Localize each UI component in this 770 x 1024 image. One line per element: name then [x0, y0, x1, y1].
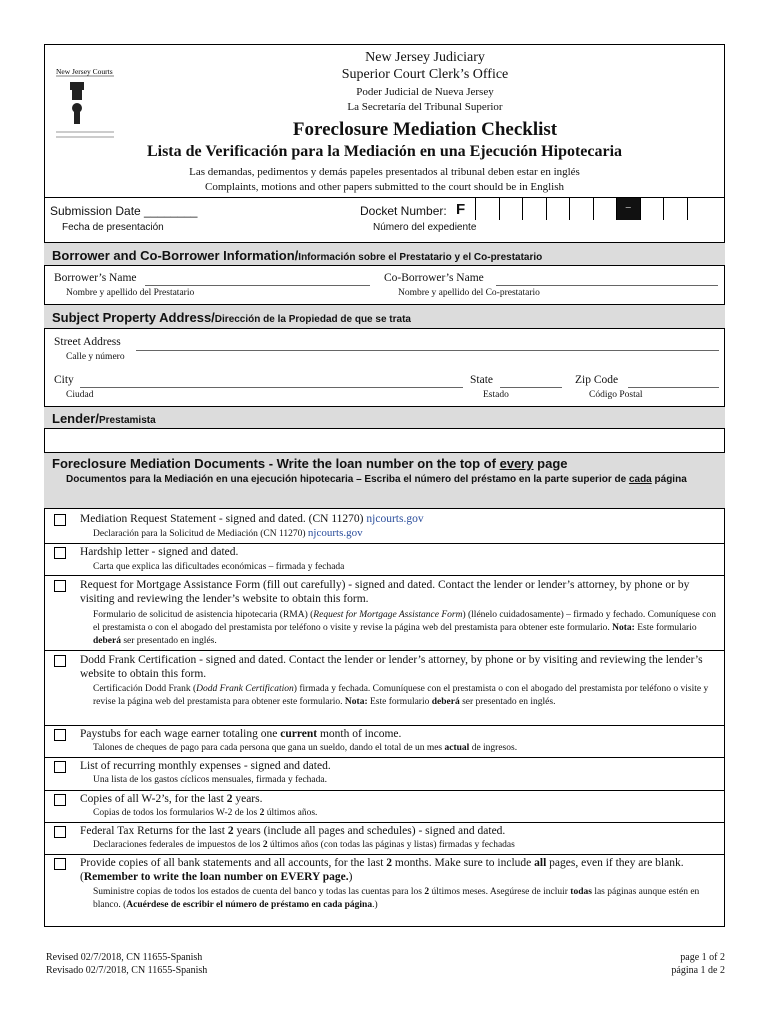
- item-w2-copies-es: Copias de todos los formularios W-2 de los 2 últimos años.: [93, 808, 318, 818]
- checkbox-hardship-letter[interactable]: [54, 547, 66, 559]
- item-rma-form-es: Formulario de solicitud de asistencia hipotecaria (RMA) (Request for Mortgage Assistance Form) (llénelo cuidadosamente) – firmado y fechado. Comuníquese con el prestamista o con el abogado del prestamista por teléfono o visite y revise la página web del prestamista para obtener este formulario. Nota: Este formulario deberá ser presentado en inglés.: [93, 610, 716, 646]
- docket-cell[interactable]: [687, 198, 711, 220]
- header-line2: Superior Court Clerk’s Office: [341, 67, 509, 82]
- checkbox-mediation-request[interactable]: [54, 514, 66, 526]
- header-line3: Poder Judicial de Nueva Jersey: [356, 86, 494, 98]
- docket-number-label-es: Número del expediente: [373, 222, 477, 233]
- item-tax-returns-es: Declaraciones federales de impuestos de los 2 últimos años (con todas las páginas y listas) firmadas y fechadas: [93, 840, 515, 850]
- docket-cell[interactable]: [663, 198, 687, 220]
- street-address-label: Street Address: [54, 336, 121, 348]
- item-rma-form: Request for Mortgage Assistance Form (fill out carefully) - signed and dated. Contact the lender or lender’s attorney, by phone or by visiting and reviewing the lender’s website to obtain this form.: [80, 579, 690, 605]
- item-dodd-frank: Dodd Frank Certification - signed and dated. Contact the lender or lender’s attorney, by phone or by visiting and reviewing the lender’s website to obtain this form.: [80, 654, 703, 680]
- lender-section-title: Lender/Prestamista: [52, 411, 156, 426]
- language-note-es: Las demandas, pedimentos y demás papeles presentados al tribunal deben estar en inglés: [189, 166, 580, 178]
- divider: [44, 650, 725, 651]
- zip-code-label-es: Código Postal: [589, 390, 643, 400]
- divider: [44, 543, 725, 544]
- item-mediation-request-es: Declaración para la Solicitud de Mediación (CN 11270) njcourts.gov: [93, 527, 363, 539]
- state-label-es: Estado: [483, 390, 509, 400]
- item-dodd-frank-es: Certificación Dodd Frank (Dodd Frank Certification) firmada y fechada. Comuníquese con el prestamista o con el abogado del prestamista por teléfono o visite y revise la página web del prestamista para obtener este formulario. Nota: Este formulario deberá ser presentado en inglés.: [93, 684, 709, 707]
- item-mediation-request: Mediation Request Statement - signed and dated. (CN 11270) njcourts.gov: [80, 513, 424, 525]
- item-paystubs: Paystubs for each wage earner totaling one current month of income.: [80, 728, 402, 740]
- borrower-name-label-es: Nombre y apellido del Prestatario: [66, 288, 195, 298]
- property-section-title: Subject Property Address/Dirección de la Propiedad de que se trata: [52, 310, 411, 325]
- checkbox-tax-returns[interactable]: [54, 826, 66, 838]
- co-borrower-name-input[interactable]: [496, 285, 718, 286]
- page-number-es: página 1 de 2: [671, 965, 725, 976]
- docket-number-label: Docket Number:: [360, 204, 447, 218]
- docket-cell[interactable]: [475, 198, 499, 220]
- checkbox-bank-statements[interactable]: [54, 858, 66, 870]
- njcourts-link-es[interactable]: njcourts.gov: [307, 527, 363, 539]
- documents-section-title-es: Documentos para la Mediación en una ejecución hipotecaria – Escriba el número del préstamo en la parte superior de cada página: [66, 474, 687, 485]
- docket-cell[interactable]: [499, 198, 523, 220]
- njcourts-link[interactable]: njcourts.gov: [366, 513, 424, 525]
- docket-cell[interactable]: [569, 198, 593, 220]
- item-hardship-letter: Hardship letter - signed and dated.: [80, 546, 239, 558]
- docket-prefix: F: [456, 201, 466, 218]
- zip-code-input[interactable]: [628, 387, 719, 388]
- language-note-en: Complaints, motions and other papers submitted to the court should be in English: [205, 181, 564, 193]
- street-address-label-es: Calle y número: [66, 352, 125, 362]
- docket-cell[interactable]: [640, 198, 664, 220]
- submission-date-label-es: Fecha de presentación: [62, 222, 164, 233]
- co-borrower-name-label: Co-Borrower’s Name: [384, 272, 484, 284]
- divider: [44, 725, 725, 726]
- city-label: City: [54, 374, 74, 386]
- item-bank-statements-es: Suministre copias de todos los estados de cuenta del banco y todas las cuentas para los 2 últimos meses. Asegúrese de incluir todas las páginas aunque estén en blanco. (Acuérdese de escribir el número de préstamo en cada página.): [93, 887, 700, 910]
- zip-code-label: Zip Code: [575, 374, 619, 386]
- docket-dash-cell: –: [616, 198, 640, 220]
- item-hardship-letter-es: Carta que explica las dificultades económicas – firmada y fechada: [93, 562, 345, 572]
- form-title-es: Lista de Verificación para la Mediación en una Ejecución Hipotecaria: [146, 143, 623, 160]
- item-w2-copies: Copies of all W-2’s, for the last 2 years.: [80, 793, 263, 805]
- header-line1: New Jersey Judiciary: [365, 50, 485, 65]
- submission-date-field[interactable]: Submission Date ________: [50, 204, 198, 218]
- checkbox-monthly-expenses[interactable]: [54, 761, 66, 773]
- revision-date-es: Revisado 02/7/2018, CN 11655-Spanish: [46, 965, 208, 976]
- borrower-name-input[interactable]: [145, 285, 370, 286]
- state-input[interactable]: [500, 387, 562, 388]
- divider: [44, 822, 725, 823]
- checkbox-rma-form[interactable]: [54, 580, 66, 592]
- form-title: Foreclosure Mediation Checklist: [292, 119, 558, 140]
- city-input[interactable]: [80, 387, 463, 388]
- item-monthly-expenses: List of recurring monthly expenses - signed and dated.: [80, 760, 331, 772]
- item-monthly-expenses-es: Una lista de los gastos cíclicos mensuales, firmada y fechada.: [93, 775, 327, 785]
- divider: [44, 757, 725, 758]
- checkbox-w2-copies[interactable]: [54, 794, 66, 806]
- borrower-section-title: Borrower and Co-Borrower Information/Información sobre el Prestatario y el Co-prestatario: [52, 248, 543, 263]
- nj-courts-logo: [54, 64, 120, 148]
- page-number: page 1 of 2: [680, 952, 725, 963]
- item-tax-returns: Federal Tax Returns for the last 2 years (include all pages and schedules) - signed and dated.: [80, 825, 506, 837]
- docket-cell[interactable]: [593, 198, 617, 220]
- checkbox-dodd-frank[interactable]: [54, 655, 66, 667]
- docket-cell[interactable]: [546, 198, 570, 220]
- item-paystubs-es: Talones de cheques de pago para cada persona que gana un sueldo, dando el total de un mes actual de ingresos.: [93, 743, 518, 753]
- borrower-name-label: Borrower’s Name: [54, 272, 137, 284]
- city-label-es: Ciudad: [66, 390, 94, 400]
- divider: [44, 575, 725, 576]
- item-bank-statements: Provide copies of all bank statements and all accounts, for the last 2 months. Make sure to include all pages, even if they are blank. (Remember to write the loan number on EVERY page.): [80, 857, 684, 883]
- docket-cell[interactable]: [522, 198, 546, 220]
- street-address-input[interactable]: [136, 350, 719, 351]
- logo-text: New Jersey Courts: [56, 67, 113, 76]
- co-borrower-name-label-es: Nombre y apellido del Co-prestatario: [398, 288, 540, 298]
- revision-date: Revised 02/7/2018, CN 11655-Spanish: [46, 952, 203, 963]
- checkbox-paystubs[interactable]: [54, 729, 66, 741]
- header-line4: La Secretaría del Tribunal Superior: [347, 101, 503, 113]
- divider: [44, 854, 725, 855]
- state-label: State: [470, 374, 493, 386]
- docket-number-cells[interactable]: [475, 198, 710, 220]
- documents-section-title: Foreclosure Mediation Documents - Write the loan number on the top of every page: [52, 456, 568, 471]
- divider: [44, 790, 725, 791]
